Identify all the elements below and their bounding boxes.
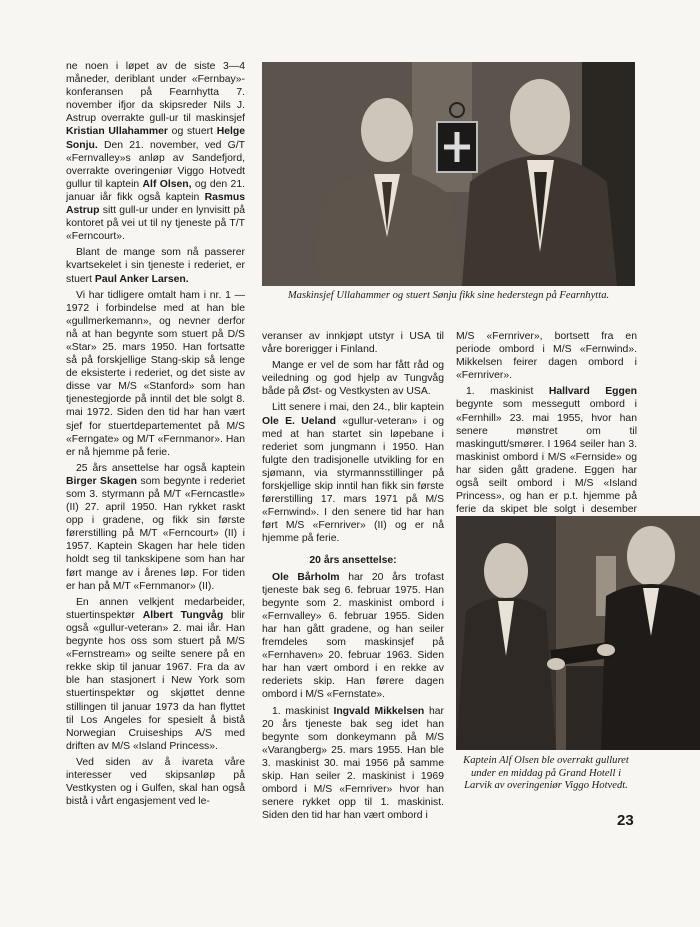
text-column-2: [262, 330, 444, 825]
photo-caption-top: Maskinsjef Ullahammer og stuert Sønju fikk sine hederstegn på Fearnhytta.: [287, 290, 610, 301]
paragraph: 1. maskinist Ingvald Mikkelsen har 20 års tjeneste bak seg idet han begynte som donkeymann på M/S «Varangberg» 25. mars 1955. Han ble 3. maskinist 30. mai 1956 på samme skip. Han seiler 2. maskinist i 1969 ombord i M/S «Fernriver» hvor han senere rykket opp til 1. maskinist. Siden den tid har han vært ombord i: [262, 705, 445, 822]
person-name: Birger Skagen: [66, 475, 138, 487]
paragraph: Blant de mange som nå passerer kvartsekelet i sin tjeneste i rederiet, er stuert Paul Anker Larsen.: [66, 247, 245, 285]
paragraph: 25 års ansettelse har også kaptein Birger Skagen som begynte i rederiet som 3. styrmann på M/T «Ferncastle» (II) 27. april 1950. Han rykket raskt opp i gradene, og fikk sin første førerstilling på M/T «Ferncourt» (II) i 1957. Kaptein Skagen har hele tiden holdt seg til tankskipene som han har ført mange av i årenes løp. For tiden er han på M/T «Fernmanor» (II).: [66, 462, 246, 592]
photo-top-image: [262, 62, 635, 286]
person-name: Albert Tungvåg: [142, 609, 224, 621]
page-number: 23: [617, 812, 634, 829]
person-name: Ole Bårholm: [272, 571, 340, 583]
paragraph: Ved siden av å ivareta våre interesser ved skipsanløp på Vestkysten og i Gulfen, skal han også bistå i vårt engasjement ved le-: [66, 756, 245, 808]
photo-bottom-image: [456, 516, 700, 750]
paragraph: Litt senere i mai, den 24., blir kaptein Ole E. Ueland «gullur-veteran» i og med at han startet sin løpebane i rederiet som jungmann i 1950. Han fulgte den tradisjonelle utvikling for en sjømann, via styrmannsstillinger på forskjellige skip inntil han fikk sin første førerstilling 17. mars 1971 på M/S «Fernwind». I den senere tid har han ført M/S «Fernriver» (II) og er nå hjemme på ferie.: [262, 402, 444, 545]
section-heading: 20 års ansettelse:: [309, 554, 397, 566]
person-name: Ole E. Ueland: [262, 415, 336, 427]
person-name: Helge Sonju.: [66, 126, 246, 151]
text-column-1: [66, 60, 245, 811]
person-name: Alf Olsen,: [142, 178, 192, 190]
text-column-3: [456, 330, 637, 532]
paragraph: Vi har tidligere omtalt ham i nr. 1 — 1972 i forbindelse med at han ble «gullmerkemann», og nevner derfor nå at han begynte som stuert på D/S «Star» 25. mars 1950. Han fortsatte så på forskjellige Stang-skip så lenge de eksisterte i rederiet, og det siste av disse var M/S «Stanford» som han tjenestegjorde på inntil det ble solgt 8. mai 1972. Siden den tid har han vært sjef for stuertdepartementet på M/S «Ferngate» og M/T «Fernmanor». Han er nå hjemme på ferie.: [66, 289, 245, 458]
paragraph: veranser av innkjøpt utstyr i USA til våre borerigger i Finland.: [262, 331, 444, 356]
photo-caption-bottom: Kaptein Alf Olsen ble overrakt gulluret under en middag på Grand Hotell i Larvik av overingeniør Viggo Hotvedt.: [463, 755, 629, 791]
paragraph: En annen velkjent medarbeider, stuertinspektør Albert Tungvåg blir også «gullur-veteran» 2. mai iår. Han begynte hos oss som stuert på M/S «Fernstream» og seilte senere på en rekke skip til januar 1967. Fra da av ble han stasjonert i New York som stuertinspektør og skjøttet denne stillingen til januar 1973 da han flyttet til Los Angeles for spesielt å bistå Norwegian Cruiseships A/S med driften av M/S «Island Princess».: [66, 596, 246, 752]
person-name: Paul Anker Larsen.: [94, 273, 189, 285]
paragraph: Mange er vel de som har fått råd og veiledning og god hjelp av Tungvåg både på Øst- og Vestkysten av USA.: [262, 360, 444, 398]
person-name: Ingvald Mikkelsen: [333, 705, 425, 717]
paragraph: ne noen i løpet av de siste 3—4 måneder, deriblant under «Fernbay»-konferansen på Fearnhytta 7. november ifjor da skipsreder Nils J. Astrup overrakte gull-ur til maskinsjef Kristian Ullahammer og stuert Helge Sonju. Den 21. november, ved G/T «Fernvalley»s anløp av Sandefjord, overrakte overingeniør Viggo Hotvedt gullur til kaptein Alf Olsen, og den 21. januar iår fikk også kaptein Rasmus Astrup sitt gull-ur under en lynvisitt på kontoret på vei ut til ny tjeneste på T/T «Ferncourt».: [66, 61, 246, 243]
paragraph: M/S «Fernriver», bortsett fra en periode ombord i M/S «Fernwind». Mikkelsen feirer dagen ombord i «Fernriver».: [456, 331, 637, 382]
paragraph: 1. maskinist Hallvard Eggen begynte som messegutt ombord i «Fernhill» 23. mai 1955, hvor han senere mønstret om til maskingutt/smører. I 1964 seiler han 3. maskinist ombord i M/S «Fernside» og har siden gått gradene. Eggen har også seilt ombord i M/S «Island Princess», og han er p.t. hjemme på ferie da skipet ble solgt i desember: [456, 386, 637, 516]
photo-ullahammer-sonju: [262, 62, 635, 286]
paragraph: Ole Bårholm har 20 års trofast tjeneste bak seg 6. februar 1975. Han begynte som 2. maskinist ombord i «Fernvalley» 6. februar 1955. Siden har han gått gradene, og han seiler fremdeles som maskinsjef på «Fernhaven» 20. februar 1963. Siden har han vært ombord i en rekke av rederiets skip. Han førere dagen ombord i M/S «Fernstate».: [262, 571, 445, 701]
person-name: Hallvard Eggen: [548, 386, 637, 398]
person-name: Kristian Ullahammer: [66, 126, 168, 138]
photo-olsen-hotvedt: [456, 516, 700, 750]
person-name: Rasmus Astrup: [66, 191, 246, 217]
